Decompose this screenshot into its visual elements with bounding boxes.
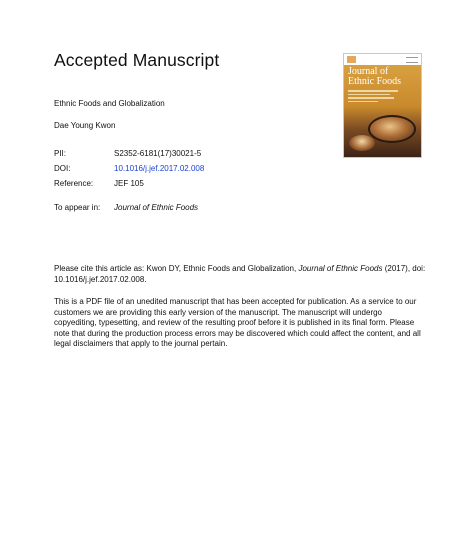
article-author: Dae Young Kwon [54, 121, 116, 130]
doi-row [54, 164, 204, 173]
citation-prefix: Please cite this article as: Kwon DY, Ethnic Foods and Globalization, [54, 264, 299, 273]
cover-band [344, 65, 421, 157]
manuscript-notice: This is a PDF file of an unedited manuscript that has been accepted for publication. As a service to our customers we are providing this early version of the manuscript. The manuscript will undergo copyediting, typesetting, and review of the resulting proof before it is published in its final form. Please note that during the production process errors may be discovered which could affect the content, and all legal disclaimers that apply to the journal pertain. [54, 297, 421, 348]
pii-value: S2352-6181(17)30021-5 [114, 149, 202, 158]
appear-in-journal: Journal of Ethnic Foods [114, 203, 199, 212]
page-title: Accepted Manuscript [54, 50, 220, 70]
cover-journal-name-line2: Ethnic Foods [348, 76, 402, 87]
reference-row [54, 179, 144, 188]
citation-journal: Journal of Ethnic Foods [298, 264, 383, 273]
citation-paragraph [54, 263, 426, 285]
cover-journal-name-line1: Journal of [348, 66, 389, 77]
cover-header-strip [344, 54, 421, 65]
cover-rule-icon [406, 57, 418, 63]
cover-journal-name [348, 67, 401, 87]
doi-label: DOI: [54, 164, 71, 173]
food-cup-icon [349, 135, 375, 151]
reference-value: JEF 105 [114, 179, 144, 188]
article-title: Ethnic Foods and Globalization [54, 99, 165, 108]
appear-in-row [54, 203, 198, 212]
doi-link[interactable]: 10.1016/j.jef.2017.02.008 [114, 164, 205, 173]
cover-subtitle-lines [348, 90, 398, 104]
pii-row [54, 149, 201, 158]
citation-suffix: (2017), doi: 10.1016/j.jef.2017.02.008. [54, 264, 426, 284]
reference-label: Reference: [54, 179, 94, 188]
food-bowl-icon [368, 115, 416, 143]
pii-label: PII: [54, 149, 67, 158]
journal-cover-image [343, 53, 422, 158]
publisher-logo-icon [347, 56, 356, 63]
appear-in-label: To appear in: [54, 203, 101, 212]
